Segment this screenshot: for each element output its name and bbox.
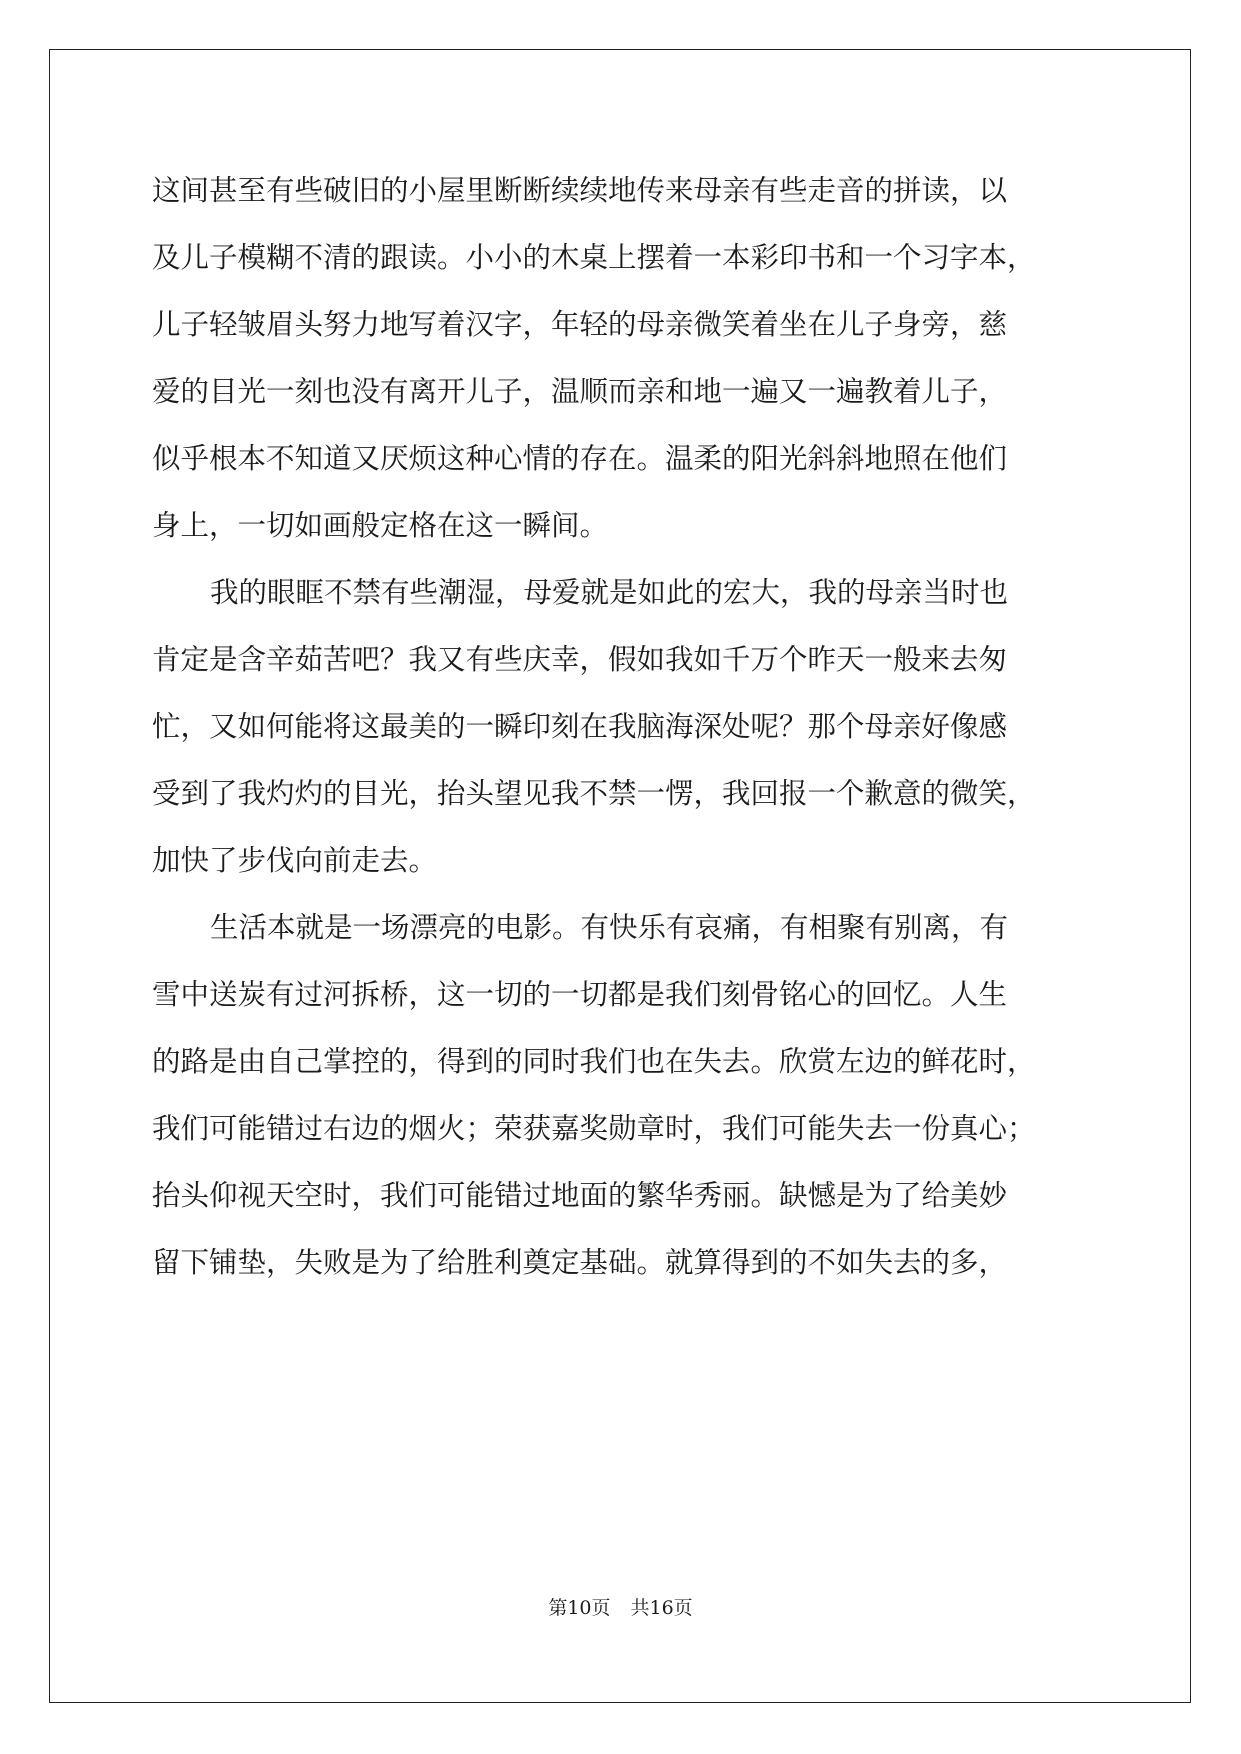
text-line: 忙，又如何能将这最美的一瞬印刻在我脑海深处呢？那个母亲好像感 <box>152 710 1008 743</box>
text-line: 似乎根本不知道又厌烦这种心情的存在。温柔的阳光斜斜地照在他们 <box>152 442 1008 475</box>
text-line: 我的眼眶不禁有些潮湿，母爱就是如此的宏大，我的母亲当时也 <box>210 576 1009 609</box>
text-line: 儿子轻皱眉头努力地写着汉字，年轻的母亲微笑着坐在儿子身旁，慈 <box>152 308 1008 341</box>
page-footer <box>0 1596 1241 1620</box>
text-line: 受到了我灼灼的目光，抬头望见我不禁一愣，我回报一个歉意的微笑， <box>152 777 1036 810</box>
page-total: 共16页 <box>630 1597 693 1619</box>
text-line: 我们可能错过右边的烟火；荣获嘉奖勋章时，我们可能失去一份真心； <box>152 1112 1036 1145</box>
text-line: 身上，一切如画般定格在这一瞬间。 <box>152 509 609 542</box>
text-line: 雪中送炭有过河拆桥，这一切的一切都是我们刻骨铭心的回忆。人生 <box>152 978 1008 1011</box>
text-line: 生活本就是一场漂亮的电影。有快乐有哀痛，有相聚有别离，有 <box>210 911 1009 944</box>
text-line: 的路是由自己掌控的，得到的同时我们也在失去。欣赏左边的鲜花时， <box>152 1045 1036 1078</box>
text-line: 抬头仰视天空时，我们可能错过地面的繁华秀丽。缺憾是为了给美妙 <box>152 1179 1008 1212</box>
text-line: 这间甚至有些破旧的小屋里断断续续地传来母亲有些走音的拼读，以 <box>152 174 1008 207</box>
text-line: 加快了步伐向前走去。 <box>152 844 438 877</box>
text-line: 爱的目光一刻也没有离开儿子，温顺而亲和地一遍又一遍教着儿子， <box>152 375 1008 408</box>
text-line: 留下铺垫，失败是为了给胜利奠定基础。就算得到的不如失去的多， <box>152 1246 1008 1279</box>
text-line: 肯定是含辛茹苦吧？我又有些庆幸，假如我如千万个昨天一般来去匆 <box>152 643 1008 676</box>
text-line: 及儿子模糊不清的跟读。小小的木桌上摆着一本彩印书和一个习字本， <box>152 241 1036 274</box>
page-number: 第10页 <box>548 1597 611 1619</box>
